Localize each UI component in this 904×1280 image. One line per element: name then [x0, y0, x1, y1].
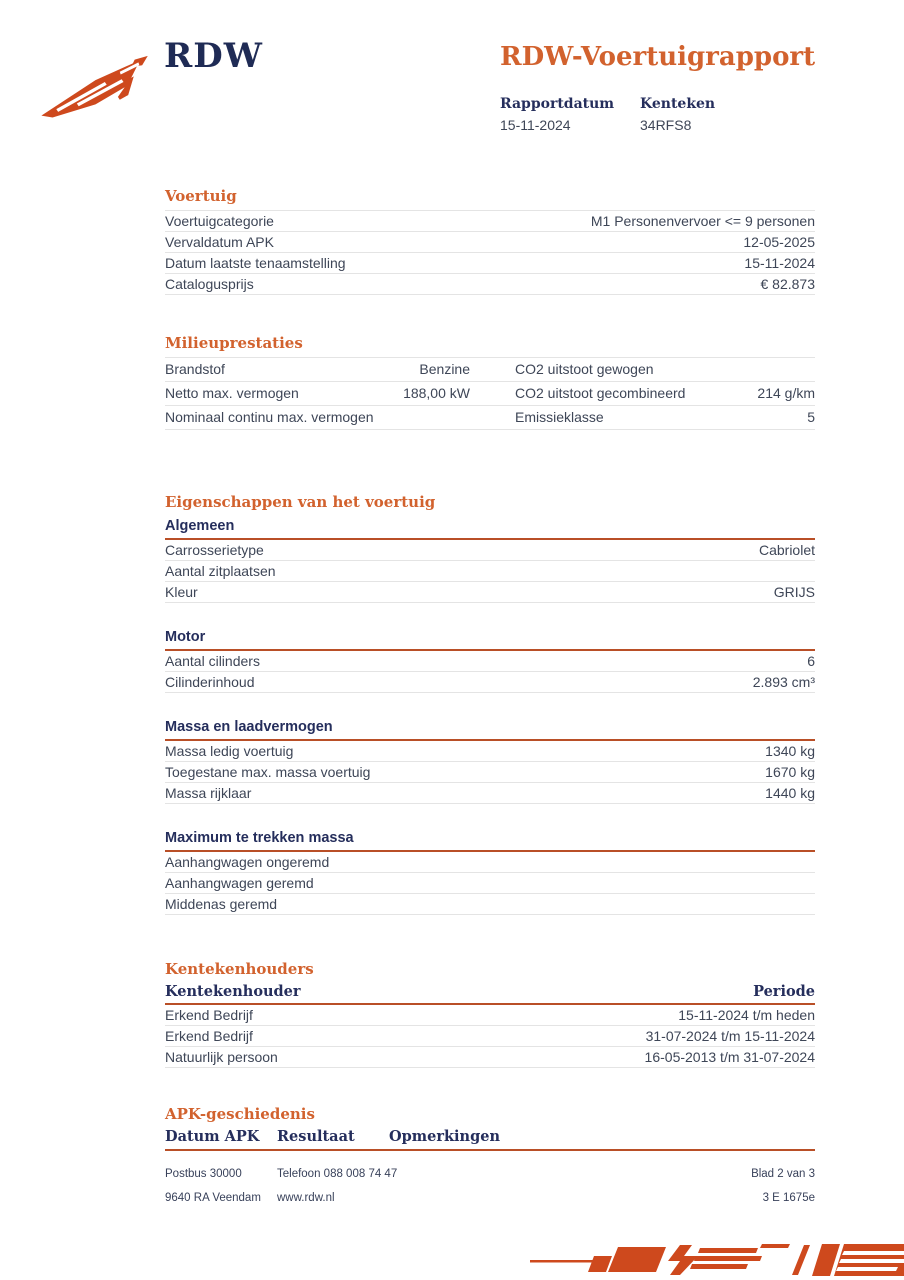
massa-table	[165, 741, 815, 804]
column-header-datum-apk: Datum APK	[165, 1128, 260, 1145]
section-title-voertuig: Voertuig	[165, 187, 237, 205]
row-label: Aantal zitplaatsen	[165, 563, 276, 579]
section-title-apk: APK-geschiedenis	[165, 1105, 315, 1123]
section-eigenschappen	[165, 492, 815, 915]
row-label: Nominaal continu max. vermogen	[165, 409, 374, 425]
holder-period: 16-05-2013 t/m 31-07-2024	[644, 1049, 815, 1065]
row-label: Middenas geremd	[165, 896, 278, 912]
row-value: 12-05-2025	[743, 234, 815, 250]
report-date-value: 15-11-2024	[500, 117, 571, 133]
table-row	[165, 783, 815, 804]
report-body	[165, 0, 815, 1151]
table-row	[165, 873, 815, 894]
rdw-logo-text: RDW	[164, 36, 263, 76]
table-row	[165, 253, 815, 274]
table-row	[165, 741, 815, 762]
subsection-algemeen	[165, 516, 815, 603]
rdw-flag-graphic	[530, 1242, 904, 1278]
subsection-title-algemeen: Algemeen	[165, 518, 235, 534]
section-milieuprestaties	[165, 333, 815, 430]
footer-address-line2: 9640 RA Veendam	[165, 1192, 261, 1204]
row-value: 6	[807, 653, 815, 669]
row-label: Massa rijklaar	[165, 785, 252, 801]
column-header-periode: Periode	[753, 983, 815, 1000]
page-footer	[165, 1168, 815, 1204]
holder-name: Erkend Bedrijf	[165, 1007, 253, 1023]
table-row	[165, 852, 815, 873]
row-label: Emissieklasse	[515, 409, 604, 425]
table-row	[165, 1047, 815, 1068]
section-apk-geschiedenis	[165, 1104, 815, 1151]
trekken-table	[165, 852, 815, 915]
section-voertuig	[165, 186, 815, 295]
table-row	[165, 1026, 815, 1047]
row-value: Benzine	[419, 361, 470, 377]
row-label: Datum laatste tenaamstelling	[165, 255, 346, 271]
row-value: 5	[807, 409, 815, 425]
table-row	[165, 561, 815, 582]
row-value: 214 g/km	[757, 385, 815, 401]
column-header-kentekenhouder: Kentekenhouder	[165, 983, 301, 1000]
table-row	[165, 582, 815, 603]
row-value: 1670 kg	[765, 764, 815, 780]
row-label: Carrosserietype	[165, 542, 264, 558]
subsection-title-motor: Motor	[165, 629, 206, 645]
section-title-eigenschappen: Eigenschappen van het voertuig	[165, 493, 436, 511]
row-value: GRIJS	[773, 584, 815, 600]
rdw-logo-swoosh-icon	[38, 54, 153, 124]
table-row	[165, 1005, 815, 1026]
apk-header-row	[165, 1128, 815, 1149]
table-row	[165, 274, 815, 295]
row-label: Catalogusprijs	[165, 276, 254, 292]
row-label: Kleur	[165, 584, 198, 600]
row-label: CO2 uitstoot gewogen	[515, 361, 654, 377]
orange-rule	[165, 1149, 815, 1151]
row-value: 188,00 kW	[403, 385, 470, 401]
footer-address-line1: Postbus 30000	[165, 1168, 242, 1180]
section-title-kentekenhouders: Kentekenhouders	[165, 960, 314, 978]
table-row	[165, 651, 815, 672]
row-value: 2.893 cm³	[752, 674, 815, 690]
row-value: 1440 kg	[765, 785, 815, 801]
column-header-resultaat: Resultaat	[277, 1128, 355, 1145]
subsection-title-massa: Massa en laadvermogen	[165, 719, 333, 735]
subsection-title-trekken: Maximum te trekken massa	[165, 830, 354, 846]
row-label: Brandstof	[165, 361, 225, 377]
row-value: 15-11-2024	[744, 255, 815, 271]
section-title-milieuprestaties: Milieuprestaties	[165, 334, 303, 352]
table-row	[165, 382, 815, 406]
license-plate-value: 34RFS8	[640, 117, 692, 133]
license-plate-label: Kenteken	[640, 96, 716, 112]
table-row	[165, 211, 815, 232]
subsection-trekken	[165, 828, 815, 915]
holder-period: 15-11-2024 t/m heden	[678, 1007, 815, 1023]
column-header-opmerkingen: Opmerkingen	[389, 1128, 500, 1145]
row-value: M1 Personenvervoer <= 9 personen	[590, 213, 815, 229]
row-label: Toegestane max. massa voertuig	[165, 764, 371, 780]
row-label: CO2 uitstoot gecombineerd	[515, 385, 686, 401]
holder-name: Erkend Bedrijf	[165, 1028, 253, 1044]
voertuig-table	[165, 210, 815, 295]
table-row	[165, 894, 815, 915]
row-label: Voertuigcategorie	[165, 213, 274, 229]
report-date-label: Rapportdatum	[500, 96, 615, 112]
kentekenhouders-table	[165, 1005, 815, 1068]
algemeen-table	[165, 540, 815, 603]
footer-website: www.rdw.nl	[277, 1192, 335, 1204]
row-label: Cilinderinhoud	[165, 674, 255, 690]
row-label: Netto max. vermogen	[165, 385, 299, 401]
table-row	[165, 358, 815, 382]
table-row	[165, 762, 815, 783]
subsection-motor	[165, 627, 815, 693]
row-value: 1340 kg	[765, 743, 815, 759]
footer-page-number: Blad 2 van 3	[751, 1168, 815, 1180]
footer-doc-code: 3 E 1675e	[762, 1192, 815, 1204]
row-value: Cabriolet	[758, 542, 815, 558]
row-label: Vervaldatum APK	[165, 234, 274, 250]
kentekenhouders-header-row	[165, 983, 815, 1003]
table-row	[165, 672, 815, 693]
subsection-massa	[165, 717, 815, 804]
table-row	[165, 232, 815, 253]
row-label: Aanhangwagen ongeremd	[165, 854, 330, 870]
table-row	[165, 540, 815, 561]
row-label: Aantal cilinders	[165, 653, 260, 669]
holder-period: 31-07-2024 t/m 15-11-2024	[645, 1028, 815, 1044]
holder-name: Natuurlijk persoon	[165, 1049, 278, 1065]
page-title: RDW-Voertuigrapport	[500, 42, 816, 72]
motor-table	[165, 651, 815, 693]
table-row	[165, 406, 815, 430]
footer-phone: Telefoon 088 008 74 47	[277, 1168, 398, 1180]
milieu-table	[165, 357, 815, 430]
section-kentekenhouders	[165, 959, 815, 1068]
row-label: Massa ledig voertuig	[165, 743, 294, 759]
row-value: € 82.873	[760, 276, 815, 292]
row-label: Aanhangwagen geremd	[165, 875, 314, 891]
